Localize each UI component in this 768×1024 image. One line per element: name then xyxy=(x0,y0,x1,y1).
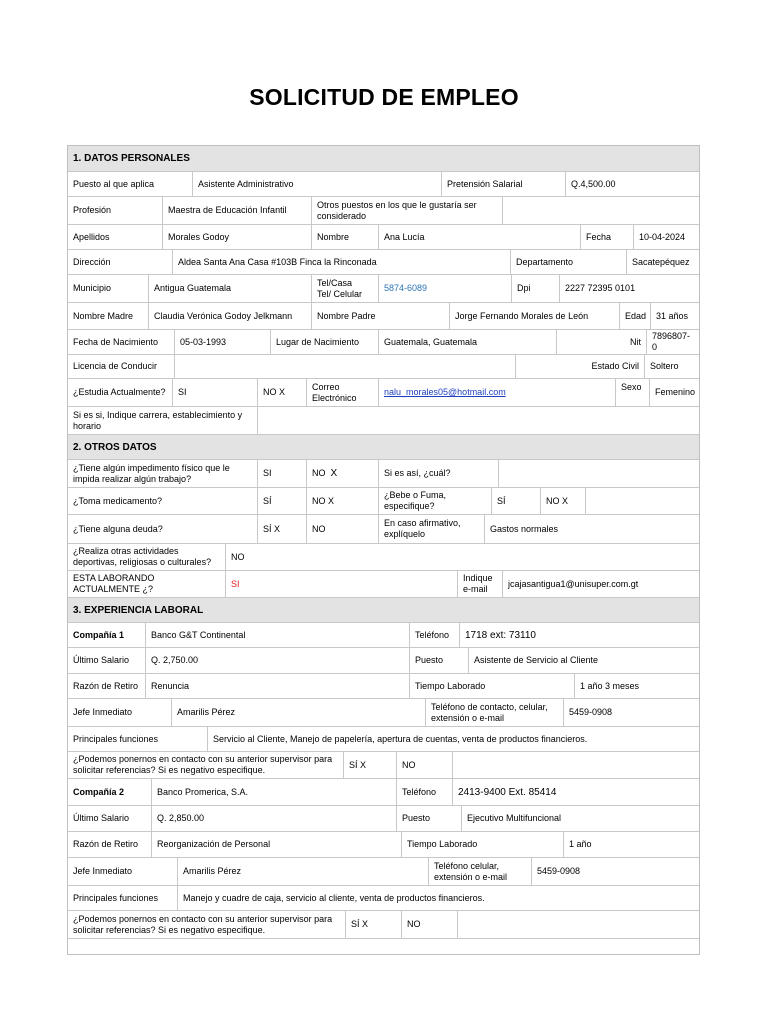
section-header-otros: 2. OTROS DATOS xyxy=(68,434,699,459)
label-profesion: Profesión xyxy=(73,205,112,215)
field-nombre[interactable]: Ana Lucía xyxy=(378,225,580,249)
field-referencias-si-2[interactable]: SÍ X xyxy=(345,911,401,938)
field-estudia-no[interactable]: NO X xyxy=(257,379,306,406)
label-licencia: Licencia de Conducir xyxy=(73,361,158,371)
field-afirmativo[interactable]: Gastos normales xyxy=(484,515,699,543)
row-impedimento xyxy=(68,459,699,487)
impedimento-no-mark: X xyxy=(330,468,338,479)
field-impedimento-si[interactable]: SI xyxy=(257,460,306,487)
label-funciones-1: Principales funciones xyxy=(73,733,159,744)
field-medicamento-no[interactable]: NO X xyxy=(306,488,378,514)
field-contacto-2[interactable]: 5459-0908 xyxy=(531,858,699,885)
row-razon-1 xyxy=(68,673,699,698)
label-puesto-1: Puesto xyxy=(409,648,468,673)
label-cual: Si es así, ¿cuál? xyxy=(378,460,498,487)
label-telefono-2: Teléfono xyxy=(396,779,452,805)
field-final-blank xyxy=(68,939,699,954)
row-direccion xyxy=(68,249,699,274)
label-razon-2: Razón de Retiro xyxy=(73,839,139,849)
label-jefe-2: Jefe Inmediato xyxy=(73,866,133,876)
field-nacimiento[interactable]: 05-03-1993 xyxy=(174,330,270,354)
row-salario-1 xyxy=(68,647,699,673)
field-funciones-1[interactable]: Servicio al Cliente, Manejo de papelería, apertura de cuentas, venta de productos financieros. xyxy=(207,727,699,751)
label-referencias-2: ¿Podemos ponernos en contacto con su anterior supervisor para solicitar referencias? Si es negativo especifique. xyxy=(73,913,333,935)
label-estado-civil: Estado Civil xyxy=(515,355,644,378)
field-nit[interactable]: 7896807-0 xyxy=(646,330,699,354)
row-medicamento xyxy=(68,487,699,514)
field-referencias-no-2[interactable]: NO xyxy=(401,911,457,938)
field-lugar[interactable]: Guatemala, Guatemala xyxy=(378,330,556,354)
field-telefono-2[interactable]: 2413-9400 Ext. 85414 xyxy=(452,779,699,805)
label-direccion: Dirección xyxy=(73,256,111,267)
row-padres xyxy=(68,302,699,329)
field-bebe-no[interactable]: NO X xyxy=(540,488,585,514)
field-laborando[interactable]: SI xyxy=(225,571,457,597)
label-funciones-2: Principales funciones xyxy=(73,892,159,903)
field-salario-2[interactable]: Q. 2,850.00 xyxy=(151,806,396,831)
field-correo[interactable] xyxy=(378,379,615,406)
row-funciones-1 xyxy=(68,726,699,751)
field-bebe-detalle[interactable] xyxy=(585,488,699,514)
section-header-personal: 1. DATOS PERSONALES xyxy=(68,146,699,171)
label-contacto-1: Teléfono de contacto, celular, extensión o e-mail xyxy=(425,699,563,726)
field-jefe-2[interactable]: Amarilis Pérez xyxy=(177,858,428,885)
field-dpi[interactable]: 2227 72395 0101 xyxy=(559,275,699,302)
field-deuda-si[interactable]: SÍ X xyxy=(257,515,306,543)
label-madre: Nombre Madre xyxy=(73,310,134,321)
row-jefe-2 xyxy=(68,857,699,885)
row-funciones-2 xyxy=(68,885,699,910)
label-bebe: ¿Bebe o Fuma, especifique? xyxy=(378,488,491,514)
field-medicamento-si[interactable]: SÍ xyxy=(257,488,306,514)
row-carrera xyxy=(68,406,699,434)
row-razon-2 xyxy=(68,831,699,857)
field-funciones-2[interactable]: Manejo y cuadre de caja, servicio al cliente, venta de productos financieros. xyxy=(177,886,699,910)
field-impedimento-no[interactable] xyxy=(306,460,378,487)
label-jefe-1: Jefe Inmediato xyxy=(73,707,133,717)
field-puesto-2[interactable]: Ejecutivo Multifuncional xyxy=(461,806,699,831)
field-puesto-1[interactable]: Asistente de Servicio al Cliente xyxy=(468,648,699,673)
email-link[interactable]: nalu_morales05@hotmail.com xyxy=(384,387,506,397)
label-salario-2: Último Salario xyxy=(73,813,130,823)
label-afirmativo: En caso afirmativo, explíquelo xyxy=(378,515,484,543)
field-madre[interactable]: Claudia Verónica Godoy Jelkmann xyxy=(148,303,311,329)
field-razon-2[interactable]: Reorganización de Personal xyxy=(151,832,401,857)
field-direccion[interactable]: Aldea Santa Ana Casa #103B Finca la Rinconada xyxy=(172,250,510,274)
label-tiempo-1: Tiempo Laborado xyxy=(409,674,574,698)
field-razon-1[interactable]: Renuncia xyxy=(145,674,409,698)
label-departamento: Departamento xyxy=(510,250,626,274)
label-razon-1: Razón de Retiro xyxy=(73,680,139,691)
row-licencia xyxy=(68,354,699,378)
label-compania-1: Compañía 1 xyxy=(73,629,125,640)
row-apellidos xyxy=(68,224,699,249)
field-salario-1[interactable]: Q. 2,750.00 xyxy=(145,648,409,673)
label-impedimento: ¿Tiene algún impedimento físico que le impida realizar algún trabajo? xyxy=(73,462,230,484)
field-estudia-si[interactable]: SI xyxy=(172,379,257,406)
field-pretension[interactable]: Q.4,500.00 xyxy=(565,172,699,196)
label-municipio: Municipio xyxy=(73,283,112,293)
field-fecha[interactable]: 10-04-2024 xyxy=(633,225,699,249)
section-header-experiencia: 3. EXPERIENCIA LABORAL xyxy=(68,597,699,622)
field-referencias-detalle-2[interactable] xyxy=(457,911,699,938)
label-contacto-2: Teléfono celular, extensión o e-mail xyxy=(428,858,531,885)
label-referencias-1: ¿Podemos ponernos en contacto con su anterior supervisor para solicitar referencias? Si es negativo especifique. xyxy=(73,754,333,775)
label-nombre: Nombre xyxy=(311,225,378,249)
field-telefono-1[interactable]: 1718 ext: 73110 xyxy=(459,623,699,647)
field-referencias-detalle-1[interactable] xyxy=(452,752,699,778)
field-indique-email[interactable]: jcajasantigua1@unisuper.com.gt xyxy=(502,571,699,597)
row-salario-2 xyxy=(68,805,699,831)
field-sexo[interactable]: Femenino xyxy=(649,379,699,406)
field-carrera[interactable] xyxy=(257,407,699,434)
page-title: SOLICITUD DE EMPLEO xyxy=(249,84,519,110)
label-telefono: Tel/Casa Tel/ Celular xyxy=(311,275,378,302)
label-nit: Nit xyxy=(556,330,646,354)
label-telefono-1: Teléfono xyxy=(409,623,459,647)
row-puesto xyxy=(68,171,699,196)
field-cual[interactable] xyxy=(498,460,699,487)
field-jefe-1[interactable]: Amarilis Pérez xyxy=(171,699,425,726)
field-apellidos[interactable]: Morales Godoy xyxy=(162,225,311,249)
row-laborando xyxy=(68,570,699,597)
row-municipio xyxy=(68,274,699,302)
row-referencias-1 xyxy=(68,751,699,778)
label-carrera: Si es si, Indique carrera, establecimiento y horario xyxy=(73,409,243,431)
field-compania-2[interactable]: Banco Promerica, S.A. xyxy=(151,779,396,805)
row-profesion xyxy=(68,196,699,224)
field-departamento[interactable]: Sacatepéquez xyxy=(626,250,699,274)
impedimento-no-label: NO xyxy=(312,468,326,478)
row-nacimiento xyxy=(68,329,699,354)
employment-application-form xyxy=(67,145,700,955)
label-salario-1: Último Salario xyxy=(73,655,130,665)
label-puesto-2: Puesto xyxy=(396,806,461,831)
field-contacto-1[interactable]: 5459-0908 xyxy=(563,699,699,726)
label-padre: Nombre Padre xyxy=(311,303,449,329)
row-estudia xyxy=(68,378,699,406)
field-estado-civil[interactable]: Soltero xyxy=(644,355,699,378)
label-correo: Correo Electrónico xyxy=(306,379,378,406)
field-padre[interactable]: Jorge Fernando Morales de León xyxy=(449,303,619,329)
label-laborando: ESTA LABORANDO ACTUALMENTE ¿? xyxy=(73,573,155,594)
field-tiempo-2[interactable]: 1 año xyxy=(563,832,699,857)
field-bebe-si[interactable]: SÍ xyxy=(491,488,540,514)
label-indique-email: Indique e-mail xyxy=(457,571,502,597)
label-estudia: ¿Estudia Actualmente? xyxy=(73,387,166,397)
label-puesto: Puesto al que aplica xyxy=(73,178,155,189)
label-pretension: Pretensión Salarial xyxy=(441,172,565,196)
row-compania-2 xyxy=(68,778,699,805)
row-actividades xyxy=(68,543,699,570)
field-deuda-no[interactable]: NO xyxy=(306,515,378,543)
field-edad[interactable]: 31 años xyxy=(650,303,699,329)
label-dpi: Dpi xyxy=(511,275,559,302)
field-municipio[interactable]: Antigua Guatemala xyxy=(148,275,311,302)
row-final-blank xyxy=(68,938,699,954)
field-telefono[interactable]: 5874-6089 xyxy=(378,275,511,302)
label-lugar: Lugar de Nacimiento xyxy=(270,330,378,354)
label-compania-2: Compañía 2 xyxy=(73,786,125,797)
label-edad: Edad xyxy=(619,303,650,329)
row-referencias-2 xyxy=(68,910,699,938)
label-apellidos: Apellidos xyxy=(73,231,110,242)
label-medicamento: ¿Toma medicamento? xyxy=(73,495,163,506)
field-puesto[interactable]: Asistente Administrativo xyxy=(192,172,441,196)
field-compania-1[interactable]: Banco G&T Continental xyxy=(145,623,409,647)
row-deuda xyxy=(68,514,699,543)
field-otros-puestos[interactable] xyxy=(502,197,699,224)
label-sexo: Sexo xyxy=(615,379,649,406)
field-referencias-si-1[interactable]: SÍ X xyxy=(343,752,396,778)
field-actividades[interactable]: NO xyxy=(225,544,699,570)
field-licencia[interactable] xyxy=(174,355,515,378)
label-tiempo-2: Tiempo Laborado xyxy=(401,832,563,857)
field-referencias-no-1[interactable]: NO xyxy=(396,752,452,778)
field-tiempo-1[interactable]: 1 año 3 meses xyxy=(574,674,699,698)
row-jefe-1 xyxy=(68,698,699,726)
row-compania-1 xyxy=(68,622,699,647)
label-fecha: Fecha xyxy=(580,225,633,249)
field-profesion[interactable]: Maestra de Educación Infantil xyxy=(162,197,311,224)
label-otros-puestos: Otros puestos en los que le gustaría ser considerado xyxy=(311,197,502,224)
label-deuda: ¿Tiene alguna deuda? xyxy=(73,523,163,534)
label-nacimiento: Fecha de Nacimiento xyxy=(73,336,159,347)
label-actividades: ¿Realiza otras actividades deportivas, religiosas o culturales? xyxy=(73,546,212,567)
